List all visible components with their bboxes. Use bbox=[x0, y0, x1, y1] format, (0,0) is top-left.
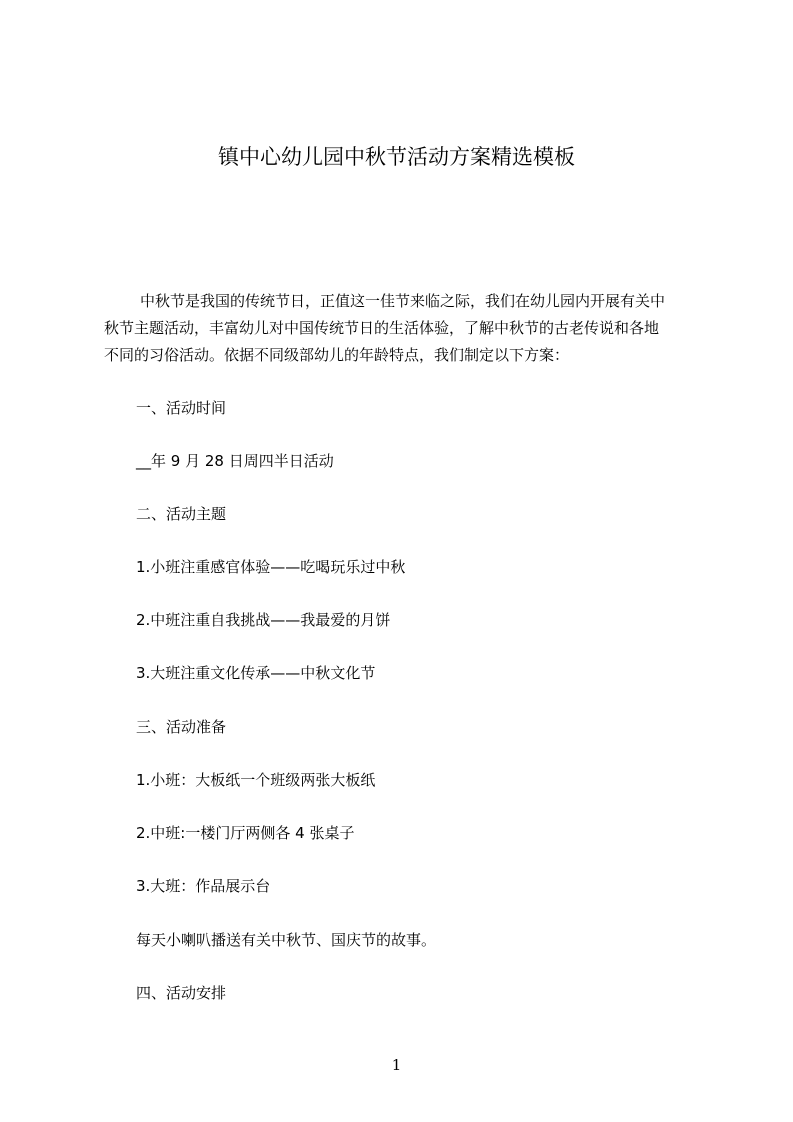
prep-item-small-class: 1.小班：大板纸一个班级两张大板纸 bbox=[136, 771, 376, 789]
activity-date-paragraph: __年 9 月 28 日周四半日活动 bbox=[136, 452, 334, 470]
prep-item-middle-class: 2.中班:一楼门厅两侧各 4 张桌子 bbox=[136, 824, 355, 842]
broadcast-paragraph: 每天小喇叭播送有关中秋节、国庆节的故事。 bbox=[136, 931, 437, 949]
intro-line: 不同的习俗活动。依据不同级部幼儿的年龄特点，我们制定以下方案： bbox=[104, 346, 570, 364]
intro-paragraph bbox=[104, 288, 694, 369]
prep-item-large-class: 3.大班：作品展示台 bbox=[136, 877, 271, 895]
section-heading-time: 一、活动时间 bbox=[136, 399, 227, 417]
intro-line: 中秋节是我国的传统节日，正值这一佳节来临之际，我们在幼儿园内开展有关中 bbox=[140, 292, 666, 310]
intro-line: 秋节主题活动，丰富幼儿对中国传统节日的生活体验，了解中秋节的古老传说和各地 bbox=[104, 319, 660, 337]
section-heading-preparation: 三、活动准备 bbox=[136, 718, 227, 736]
theme-item-small-class: 1.小班注重感官体验——吃喝玩乐过中秋 bbox=[136, 558, 406, 576]
theme-item-middle-class: 2.中班注重自我挑战——我最爱的月饼 bbox=[136, 611, 391, 629]
document-title: 镇中心幼儿园中秋节活动方案精选模板 bbox=[218, 145, 575, 169]
section-heading-arrangement: 四、活动安排 bbox=[136, 984, 227, 1002]
page-number: 1 bbox=[391, 1056, 402, 1074]
section-heading-theme: 二、活动主题 bbox=[136, 505, 227, 523]
theme-item-large-class: 3.大班注重文化传承——中秋文化节 bbox=[136, 664, 376, 682]
